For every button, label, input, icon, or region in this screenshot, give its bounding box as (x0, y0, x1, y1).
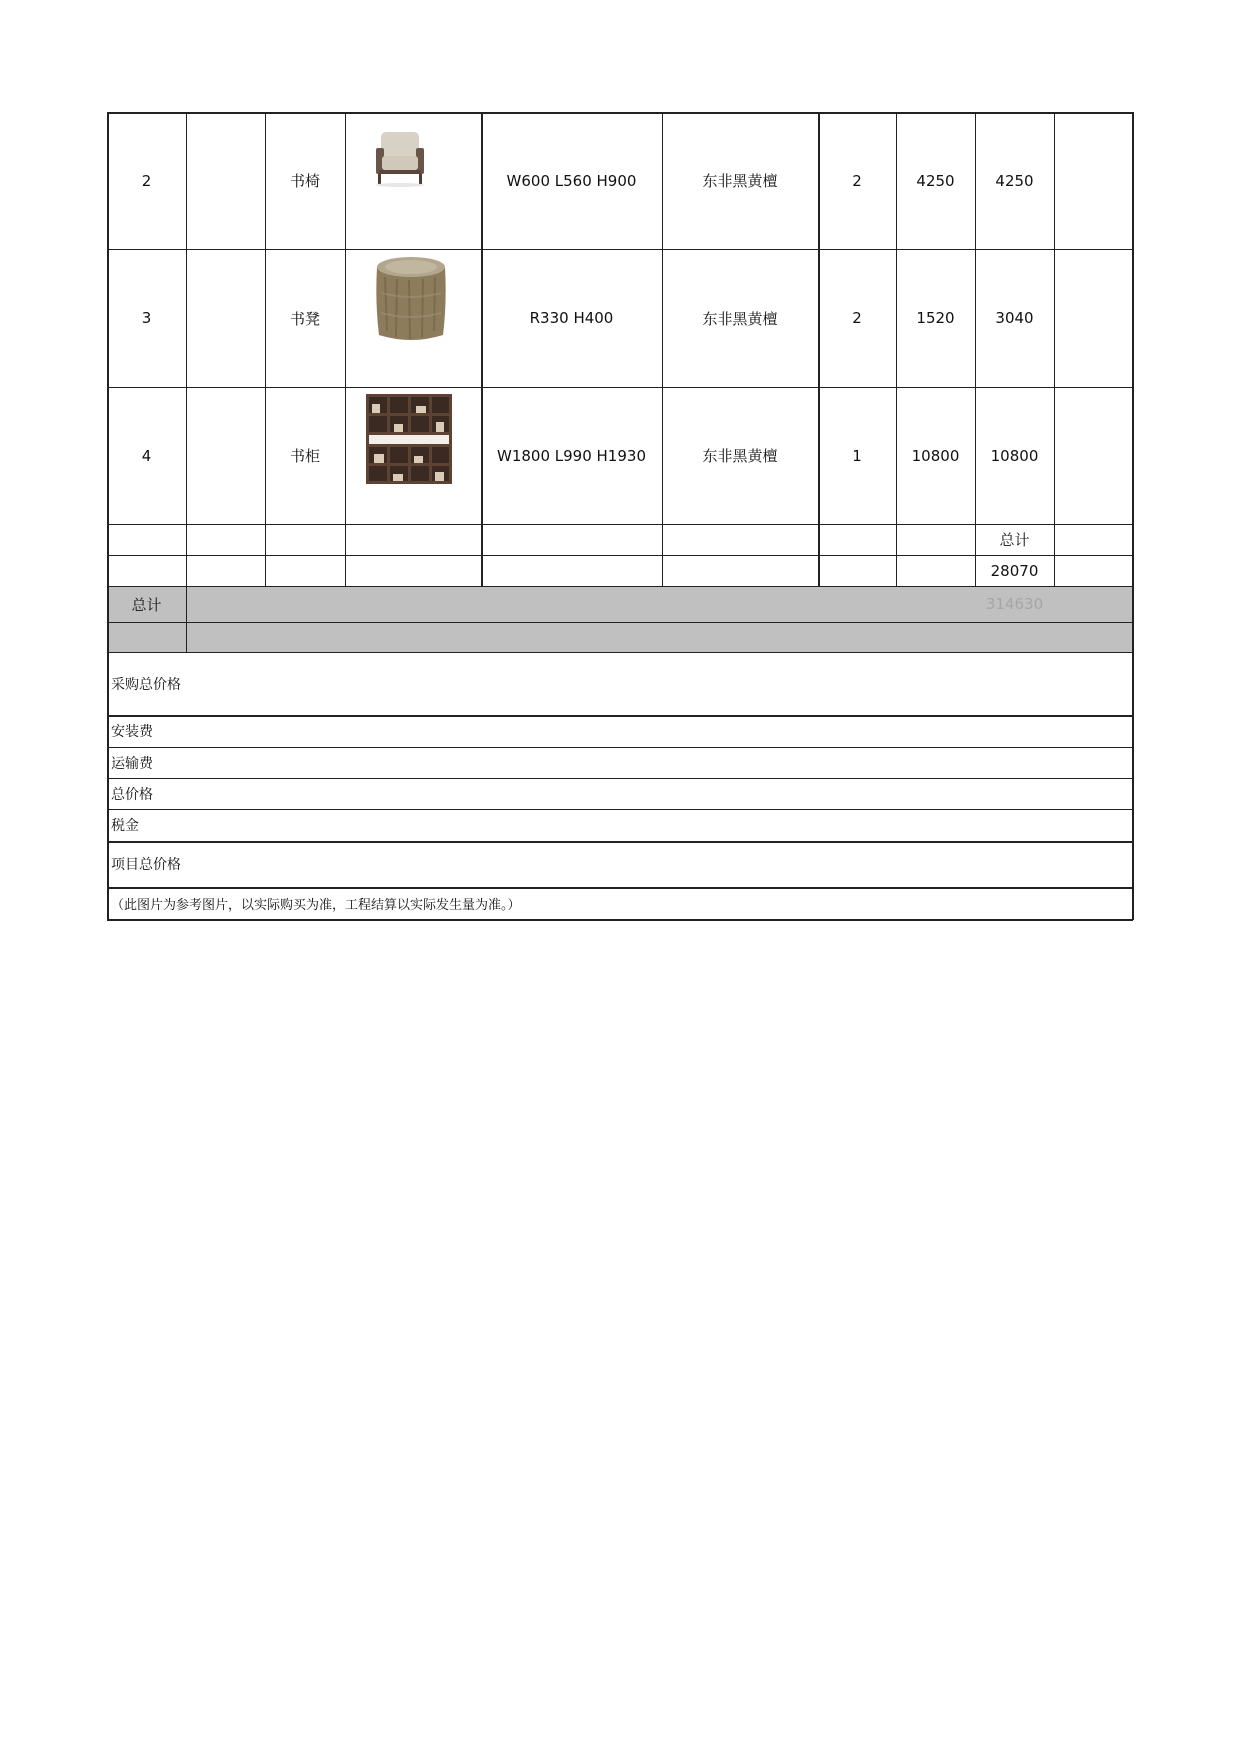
item-material: 东非黑黄檀 (702, 172, 778, 190)
grand-total-value: 314630 (985, 595, 1044, 613)
item-quantity: 2 (852, 309, 862, 327)
installation-fee-label: 安装费 (111, 724, 153, 740)
quotation-sheet (107, 112, 1133, 921)
purchase-total-label: 采购总价格 (111, 676, 181, 693)
tax-label: 税金 (111, 818, 139, 834)
item-quantity: 1 (852, 446, 862, 465)
item-unit-price: 10800 (911, 446, 960, 465)
item-number: 3 (141, 309, 152, 327)
item-name: 书椅 (289, 172, 320, 190)
reference-note: （此图片为参考图片，以实际购买为准，工程结算以实际发生量为准。） (111, 897, 521, 913)
item-quantity: 2 (852, 171, 862, 190)
armchair-image (370, 128, 430, 188)
item-size: W1800 L990 H1930 (497, 446, 646, 465)
item-unit-price: 1520 (916, 309, 955, 327)
subtotal-label: 总计 (999, 531, 1030, 549)
item-number: 2 (141, 171, 152, 190)
blank-gray-band (107, 622, 1133, 652)
transport-fee-label: 运输费 (111, 755, 153, 772)
item-size: R330 H400 (529, 309, 614, 327)
bookcase-image (366, 394, 452, 484)
item-material: 东非黑黄檀 (702, 309, 778, 328)
total-price-label: 总价格 (111, 786, 153, 803)
item-unit-price: 4250 (916, 171, 955, 190)
item-name: 书柜 (289, 447, 320, 465)
item-amount: 4250 (995, 171, 1034, 190)
stump-stool-image (369, 253, 453, 345)
project-total-label: 项目总价格 (111, 857, 181, 873)
item-number: 4 (141, 446, 152, 465)
item-name: 书凳 (289, 309, 320, 328)
item-material: 东非黑黄檀 (702, 447, 778, 465)
grand-total-label: 总计 (131, 595, 162, 614)
subtotal-value: 28070 (990, 561, 1039, 580)
item-size: W600 L560 H900 (506, 171, 637, 190)
item-amount: 10800 (990, 446, 1039, 465)
item-amount: 3040 (995, 309, 1034, 327)
